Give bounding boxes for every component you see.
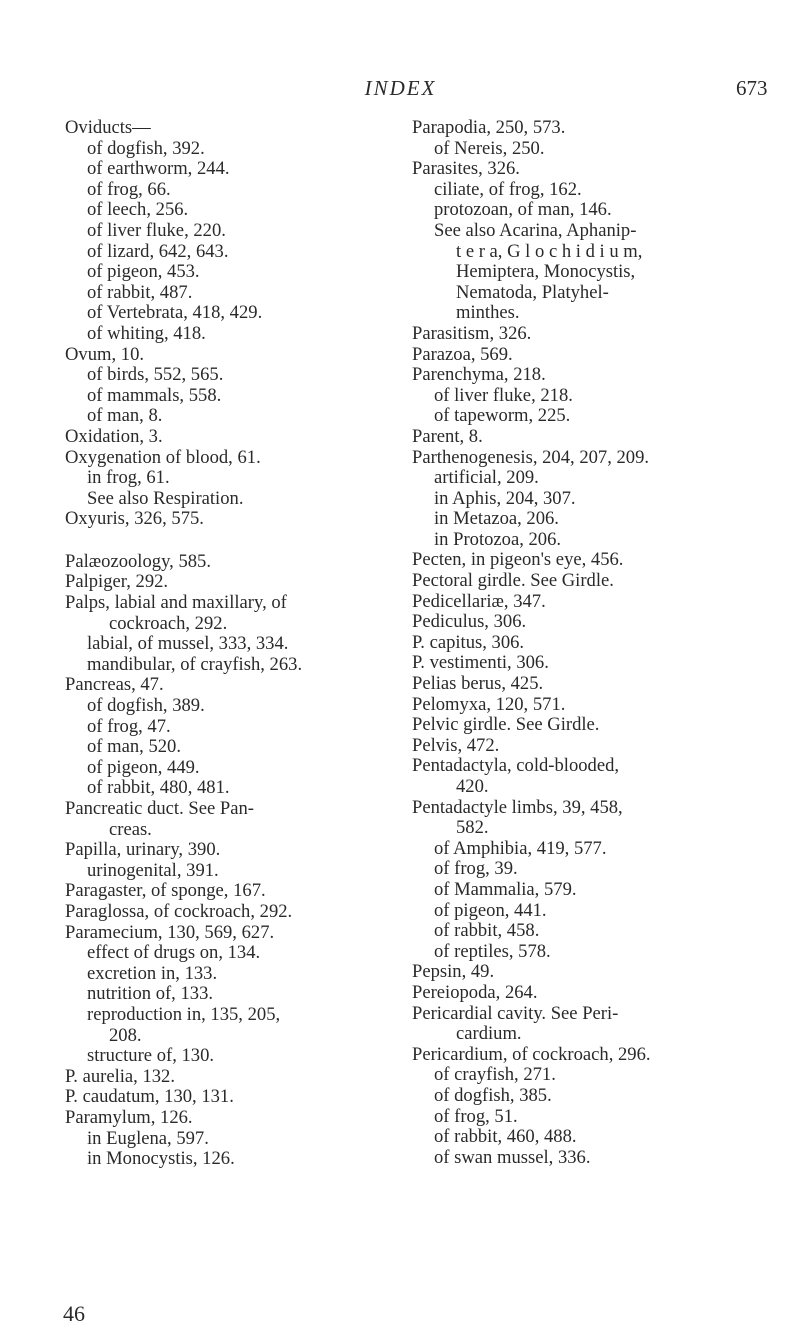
index-subentry: of man, 520. <box>87 736 181 758</box>
index-subentry: of dogfish, 392. <box>87 137 205 159</box>
index-entry: Paraglossa, of cockroach, 292. <box>65 900 293 922</box>
index-entry: Parasites, 326. <box>412 158 520 180</box>
index-subentry: of Vertebrata, 418, 429. <box>87 302 263 324</box>
index-subentry: labial, of mussel, 333, 334. <box>87 633 289 655</box>
index-entry: Palps, labial and maxillary, of <box>65 592 287 614</box>
signature-mark: 46 <box>63 1301 85 1326</box>
index-subentry: of pigeon, 453. <box>87 261 200 283</box>
index-subentry: of rabbit, 480, 481. <box>87 777 230 799</box>
index-entry: Oxygenation of blood, 61. <box>65 446 261 468</box>
index-subentry: protozoan, of man, 146. <box>434 199 612 221</box>
index-entry: Pentadactyle limbs, 39, 458, <box>412 796 623 818</box>
index-subentry: of Nereis, 250. <box>434 137 545 159</box>
index-subentry: of rabbit, 458. <box>434 920 540 942</box>
index-subentry: creas. <box>109 818 152 840</box>
index-subentry: ciliate, of frog, 162. <box>434 178 582 200</box>
index-subentry: in Metazoa, 206. <box>434 508 559 530</box>
index-entry: Pancreas, 47. <box>65 674 164 696</box>
index-subentry: cockroach, 292. <box>109 612 228 634</box>
index-entry: Pelvis, 472. <box>412 734 500 756</box>
index-subentry: 420. <box>456 776 489 797</box>
index-subentry: of Amphibia, 419, 577. <box>434 837 607 859</box>
index-entry: Paramecium, 130, 569, 627. <box>65 921 275 943</box>
index-entry: Parthenogenesis, 204, 207, 209. <box>412 446 650 468</box>
index-subentry: in Aphis, 204, 307. <box>434 487 576 509</box>
index-subentry: of leech, 256. <box>87 199 189 221</box>
index-subentry: of lizard, 642, 643. <box>87 240 229 262</box>
index-entry: Pereiopoda, 264. <box>412 981 538 1003</box>
index-subentry: cardium. <box>456 1023 522 1045</box>
index-subentry: artificial, 209. <box>434 467 539 489</box>
index-entry: Pelias berus, 425. <box>412 673 544 695</box>
index-subentry: of frog, 39. <box>434 858 518 880</box>
index-entry: Palæozoology, 585. <box>65 550 211 572</box>
index-entry: Oviducts— <box>65 117 151 138</box>
index-subentry: in Monocystis, 126. <box>87 1148 235 1170</box>
index-subentry: of man, 8. <box>87 405 163 427</box>
index-entry: Pectoral girdle. See Girdle. <box>412 570 614 592</box>
index-subentry: in Protozoa, 206. <box>434 528 562 550</box>
index-entry: Pancreatic duct. See Pan- <box>65 798 254 819</box>
index-entry: Parapodia, 250, 573. <box>412 117 566 138</box>
index-entry: Pentadactyla, cold-blooded, <box>412 755 620 777</box>
index-subentry: minthes. <box>456 302 520 324</box>
index-subentry: of tapeworm, 225. <box>434 405 571 427</box>
index-entry: P. aurelia, 132. <box>65 1065 175 1087</box>
index-subentry: mandibular, of crayfish, 263. <box>87 653 303 675</box>
index-subentry: t e r a, G l o c h i d i u m, <box>456 240 643 262</box>
index-entry: Pecten, in pigeon's eye, 456. <box>412 549 624 571</box>
index-subentry: of rabbit, 487. <box>87 281 193 303</box>
page-number: 673 <box>736 76 768 100</box>
index-subentry: effect of drugs on, 134. <box>87 942 261 964</box>
index-subentry: excretion in, 133. <box>87 962 218 984</box>
index-subentry: of liver fluke, 218. <box>434 384 573 406</box>
index-subentry: of frog, 47. <box>87 715 171 737</box>
index-entry: Pedicellariæ, 347. <box>412 590 546 612</box>
index-subentry: of pigeon, 449. <box>87 756 200 778</box>
index-subentry: urinogenital, 391. <box>87 859 219 881</box>
index-subentry: of dogfish, 389. <box>87 695 205 717</box>
index-subentry: of frog, 51. <box>434 1105 518 1127</box>
index-subentry: of earthworm, 244. <box>87 158 230 180</box>
index-subentry: of whiting, 418. <box>87 322 206 344</box>
index-subentry: 582. <box>456 817 489 839</box>
index-entry: Papilla, urinary, 390. <box>65 839 221 861</box>
index-entry: Parazoa, 569. <box>412 343 513 365</box>
index-entry: Parenchyma, 218. <box>412 364 546 386</box>
index-subentry: of pigeon, 441. <box>434 899 547 921</box>
index-entry: Oxyuris, 326, 575. <box>65 508 204 530</box>
index-column-right <box>412 118 752 1168</box>
index-entry: Parent, 8. <box>412 425 483 447</box>
index-subentry: See also Acarina, Aphanip- <box>434 219 637 241</box>
index-subentry: of dogfish, 385. <box>434 1084 552 1106</box>
index-subentry: of Mammalia, 579. <box>434 878 577 900</box>
index-entry: P. vestimenti, 306. <box>412 652 549 674</box>
index-subentry: of birds, 552, 565. <box>87 364 224 386</box>
index-column-left <box>65 118 400 1170</box>
index-entry: Parasitism, 326. <box>412 322 532 344</box>
index-entry: Pericardium, of cockroach, 296. <box>412 1043 651 1065</box>
index-entry: Paramylum, 126. <box>65 1106 193 1128</box>
index-subentry: reproduction in, 135, 205, <box>87 1003 281 1025</box>
index-entry: Paragaster, of sponge, 167. <box>65 880 266 902</box>
index-subentry: 208. <box>109 1024 142 1046</box>
index-entry: Pericardial cavity. See Peri- <box>412 1002 619 1024</box>
index-subentry: in frog, 61. <box>87 467 170 489</box>
index-subentry: nutrition of, 133. <box>87 983 214 1005</box>
index-subentry: of frog, 66. <box>87 178 171 200</box>
index-entry: Oxidation, 3. <box>65 425 163 447</box>
index-subentry: of liver fluke, 220. <box>87 219 226 241</box>
index-entry: Palpiger, 292. <box>65 571 169 593</box>
index-subentry: structure of, 130. <box>87 1045 215 1067</box>
section-gap <box>65 530 400 552</box>
index-subentry: of swan mussel, 336. <box>434 1146 591 1168</box>
index-subentry: of reptiles, 578. <box>434 940 551 962</box>
index-subentry: of rabbit, 460, 488. <box>434 1126 577 1148</box>
index-subentry: of mammals, 558. <box>87 384 222 406</box>
index-subentry: in Euglena, 597. <box>87 1127 209 1149</box>
index-entry: Pediculus, 306. <box>412 611 527 633</box>
index-entry: Pelomyxa, 120, 571. <box>412 693 566 715</box>
index-subentry: Hemiptera, Monocystis, <box>456 261 636 283</box>
running-head-title: INDEX <box>364 76 437 100</box>
index-entry: Pepsin, 49. <box>412 961 495 983</box>
index-entry: P. caudatum, 130, 131. <box>65 1086 234 1108</box>
index-subentry: See also Respiration. <box>87 487 244 509</box>
index-subentry: of crayfish, 271. <box>434 1064 556 1086</box>
index-entry: Ovum, 10. <box>65 343 145 365</box>
index-subentry: Nematoda, Platyhel- <box>456 281 609 303</box>
index-entry: P. capitus, 306. <box>412 631 525 653</box>
index-entry: Pelvic girdle. See Girdle. <box>412 714 600 736</box>
